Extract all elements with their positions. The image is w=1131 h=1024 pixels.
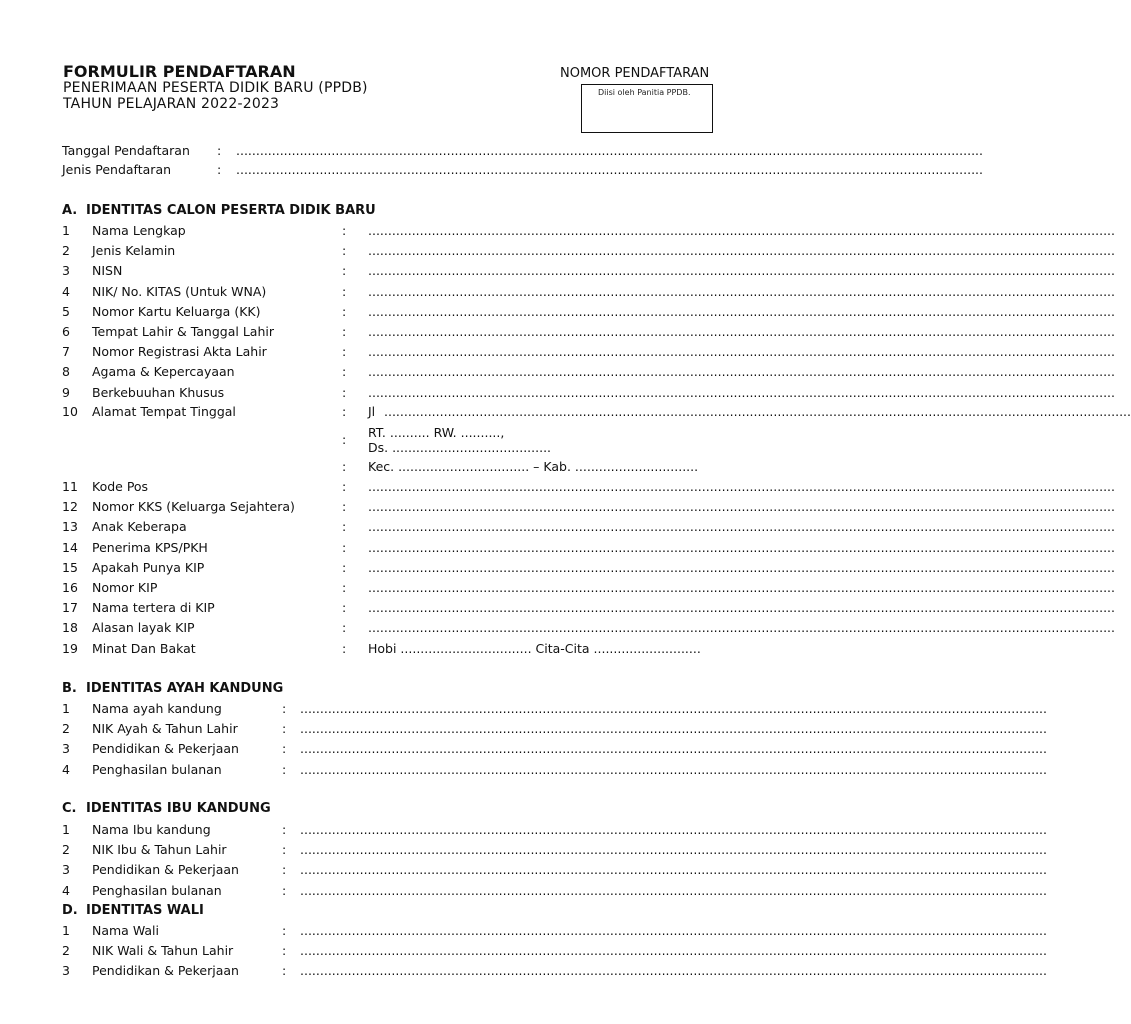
fill-line[interactable]: ............................................................................................................................................................................................	[368, 344, 1115, 360]
minat-bakat-fill[interactable]: Hobi ................................. Cita-Cita ...........................	[368, 640, 701, 656]
fill-line[interactable]: ............................................................................................................................................................................................	[368, 620, 1115, 636]
form-item-row	[0, 497, 1115, 517]
item-label: Apakah Punya KIP	[92, 559, 205, 575]
colon: :	[342, 283, 347, 299]
form-item-row	[0, 517, 1115, 537]
item-label: Alamat Tempat Tinggal	[92, 404, 236, 419]
form-item-row	[0, 477, 1115, 497]
form-item-row	[0, 538, 1115, 558]
address-jl-fill[interactable]: ............................................................................................................................................................................................	[384, 404, 1131, 419]
colon: :	[342, 539, 347, 555]
fill-line[interactable]: ............................................................................................................................................................................................	[368, 479, 1115, 494]
fill-line[interactable]: ............................................................................................................................................................................................	[368, 539, 1115, 555]
fill-line[interactable]: ............................................................................................................................................................................................	[368, 559, 1115, 575]
field-jenis-pendaftaran	[0, 160, 983, 180]
item-label: Jenis Kelamin	[92, 243, 176, 259]
item-number: 13	[62, 519, 78, 535]
item-number: 1	[62, 822, 70, 837]
fill-line[interactable]: ............................................................................................................................................................................................	[368, 324, 1115, 339]
colon: :	[342, 459, 347, 474]
colon: :	[342, 479, 347, 494]
colon: :	[342, 559, 347, 575]
form-item-row	[0, 760, 1047, 780]
form-item-row	[0, 639, 768, 659]
item-label: NIK Wali & Tahun Lahir	[92, 943, 234, 959]
item-number: 7	[62, 344, 70, 360]
colon: :	[282, 701, 287, 716]
colon: :	[342, 404, 347, 419]
form-subtitle-ppdb: PENERIMAAN PESERTA DIDIK BARU (PPDB)	[63, 80, 368, 96]
colon: :	[342, 384, 347, 400]
section-title: IDENTITAS AYAH KANDUNG	[86, 681, 284, 696]
colon: :	[282, 822, 287, 837]
fill-line[interactable]: ............................................................................................................................................................................................	[300, 963, 1047, 979]
item-label: Nomor Registrasi Akta Lahir	[92, 344, 267, 360]
colon: :	[282, 842, 287, 858]
item-number: 6	[62, 324, 70, 339]
colon: :	[282, 721, 287, 737]
item-label: Minat Dan Bakat	[92, 640, 196, 656]
colon: :	[217, 143, 222, 158]
colon: :	[342, 223, 347, 238]
colon: :	[342, 600, 347, 616]
colon: :	[282, 741, 287, 757]
colon: :	[342, 499, 347, 515]
address-kec-row	[0, 457, 768, 477]
item-label: Nama Wali	[92, 923, 159, 938]
item-label: NIK Ayah & Tahun Lahir	[92, 721, 238, 737]
form-item-row	[0, 941, 1047, 961]
item-label: Agama & Kepercayaan	[92, 364, 235, 380]
form-item-row	[0, 881, 1047, 901]
item-number: 8	[62, 364, 70, 380]
form-item-row	[0, 598, 1115, 618]
item-label: Kode Pos	[92, 479, 149, 494]
section-c-heading	[62, 801, 271, 816]
colon: :	[282, 943, 287, 959]
form-item-row	[0, 342, 1115, 362]
field-tanggal-pendaftaran	[0, 141, 983, 161]
form-item-row	[0, 362, 1115, 382]
item-label: Nomor Kartu Keluarga (KK)	[92, 303, 261, 319]
item-number: 1	[62, 223, 70, 238]
field-label: Tanggal Pendaftaran	[62, 143, 190, 158]
item-number: 3	[62, 741, 70, 757]
fill-line[interactable]: ............................................................................................................................................................................................	[368, 263, 1115, 279]
form-item-row	[0, 860, 1047, 880]
section-title: IDENTITAS CALON PESERTA DIDIK BARU	[86, 203, 376, 218]
item-number: 3	[62, 963, 70, 979]
colon: :	[342, 243, 347, 259]
item-label: Alasan layak KIP	[92, 620, 195, 636]
item-number: 3	[62, 862, 70, 878]
fill-line[interactable]: ............................................................................................................................................................................................	[368, 364, 1115, 380]
form-item-row	[0, 840, 1047, 860]
address-desa[interactable]: Ds. ........................................	[368, 440, 552, 455]
item-label: Nama tertera di KIP	[92, 600, 215, 616]
nomor-pendaftaran-label: NOMOR PENDAFTARAN	[560, 66, 710, 81]
item-label: Pendidikan & Pekerjaan	[92, 862, 239, 878]
form-item-row	[0, 820, 1047, 840]
address-jl-label: Jl	[368, 404, 376, 419]
section-letter: B.	[62, 681, 77, 696]
form-item-row	[0, 302, 1115, 322]
fill-line[interactable]: ............................................................................................................................................................................................	[300, 721, 1047, 737]
fill-line[interactable]: ............................................................................................................................................................................................	[300, 822, 1047, 837]
fill-line[interactable]: ............................................................................................................................................................................................	[300, 882, 1047, 898]
item-label: Nama ayah kandung	[92, 701, 222, 716]
fill-line[interactable]: ............................................................................................................................................................................................	[300, 943, 1047, 959]
item-number: 10	[62, 404, 78, 419]
form-item-row	[0, 282, 1115, 302]
item-number: 2	[62, 943, 70, 959]
fill-line[interactable]: ............................................................................................................................................................................................	[300, 862, 1047, 878]
item-number: 2	[62, 842, 70, 858]
item-label: Pendidikan & Pekerjaan	[92, 741, 239, 757]
nomor-pendaftaran-note: Diisi oleh Panitia PPDB.	[598, 88, 691, 97]
fill-line[interactable]: ............................................................................................................................................................................................	[300, 923, 1047, 938]
item-number: 1	[62, 923, 70, 938]
item-number: 4	[62, 283, 70, 299]
item-label: Tempat Lahir & Tanggal Lahir	[92, 324, 274, 339]
item-label: Penghasilan bulanan	[92, 882, 222, 898]
item-label: Pendidikan & Pekerjaan	[92, 963, 239, 979]
fill-line[interactable]: ............................................................................................................................................................................................	[300, 842, 1047, 858]
colon: :	[342, 519, 347, 535]
colon: :	[342, 344, 347, 360]
item-number: 5	[62, 303, 70, 319]
colon: :	[342, 580, 347, 595]
address-ds-row	[0, 438, 768, 458]
item-number: 4	[62, 761, 70, 777]
item-label: Nomor KIP	[92, 580, 158, 595]
form-item-row	[0, 719, 1047, 739]
fill-line[interactable]: ............................................................................................................................................................................................	[300, 741, 1047, 757]
form-item-row	[0, 961, 1047, 981]
colon: :	[282, 882, 287, 898]
colon: :	[282, 862, 287, 878]
item-number: 2	[62, 243, 70, 259]
item-number: 18	[62, 620, 78, 636]
item-label: Berkebuuhan Khusus	[92, 384, 225, 400]
item-number: 4	[62, 882, 70, 898]
form-item-row	[0, 921, 1047, 941]
fill-line[interactable]: ............................................................................................................................................................................................	[368, 600, 1115, 616]
item-label: Penghasilan bulanan	[92, 761, 222, 777]
form-item-row	[0, 261, 1115, 281]
item-number: 15	[62, 559, 78, 575]
colon: :	[342, 324, 347, 339]
fill-line[interactable]: ............................................................................................................................................................................................	[368, 519, 1115, 535]
item-label: Nama Ibu kandung	[92, 822, 211, 837]
fill-line[interactable]: ............................................................................................................................................................................................	[368, 223, 1115, 238]
item-number: 16	[62, 580, 78, 595]
address-jl-row	[0, 402, 1131, 422]
item-number: 3	[62, 263, 70, 279]
colon: :	[342, 263, 347, 279]
fill-line[interactable]: ............................................................................................................................................................................................	[368, 384, 1115, 400]
item-number: 14	[62, 539, 78, 555]
item-label: Anak Keberapa	[92, 519, 187, 535]
fill-line[interactable]: ............................................................................................................................................................................................	[368, 283, 1115, 299]
form-item-row	[0, 699, 1047, 719]
item-label: Nomor KKS (Keluarga Sejahtera)	[92, 499, 295, 515]
fill-line[interactable]: ............................................................................................................................................................................................	[300, 701, 1047, 716]
form-item-row	[0, 558, 1115, 578]
fill-line[interactable]: ............................................................................................................................................................................................	[236, 143, 983, 158]
form-item-row	[0, 739, 1047, 759]
section-d-heading	[62, 903, 204, 918]
item-number: 11	[62, 479, 78, 494]
form-subtitle-year: TAHUN PELAJARAN 2022-2023	[63, 96, 280, 112]
colon: :	[342, 364, 347, 380]
item-label: NIK/ No. KITAS (Untuk WNA)	[92, 283, 267, 299]
section-a-heading	[62, 203, 376, 218]
address-rt-rw[interactable]: RT. .......... RW. ..........,	[368, 425, 505, 440]
fill-line[interactable]: ............................................................................................................................................................................................	[368, 303, 1115, 319]
colon: :	[282, 923, 287, 938]
fill-line[interactable]: ............................................................................................................................................................................................	[368, 499, 1115, 515]
colon: :	[342, 620, 347, 636]
fill-line[interactable]: ............................................................................................................................................................................................	[368, 243, 1115, 259]
section-title: IDENTITAS IBU KANDUNG	[86, 801, 271, 816]
field-label: Jenis Pendaftaran	[62, 162, 172, 177]
section-letter: A.	[62, 203, 78, 218]
form-item-row	[0, 221, 1115, 241]
item-number: 12	[62, 499, 78, 515]
form-title: FORMULIR PENDAFTARAN	[63, 62, 296, 81]
colon: :	[217, 162, 222, 177]
item-label: NIK Ibu & Tahun Lahir	[92, 842, 227, 858]
fill-line[interactable]: ............................................................................................................................................................................................	[300, 761, 1047, 777]
section-letter: D.	[62, 903, 78, 918]
item-number: 17	[62, 600, 78, 616]
item-number: 2	[62, 721, 70, 737]
section-b-heading	[62, 681, 283, 696]
colon: :	[282, 963, 287, 979]
item-label: Nama Lengkap	[92, 223, 186, 238]
item-label: NISN	[92, 263, 123, 279]
fill-line[interactable]: ............................................................................................................................................................................................	[236, 162, 983, 177]
item-number: 1	[62, 701, 70, 716]
fill-line[interactable]: ............................................................................................................................................................................................	[368, 580, 1115, 595]
section-title: IDENTITAS WALI	[86, 903, 204, 918]
item-number: 19	[62, 640, 78, 656]
item-number: 9	[62, 384, 70, 400]
colon: :	[342, 640, 347, 656]
form-item-row	[0, 618, 1115, 638]
section-letter: C.	[62, 801, 77, 816]
colon: :	[342, 303, 347, 319]
address-kec-kab[interactable]: Kec. ................................. – Kab. ...............................	[368, 459, 699, 474]
form-item-row	[0, 241, 1115, 261]
item-label: Penerima KPS/PKH	[92, 539, 208, 555]
form-item-row	[0, 322, 1115, 342]
form-item-row	[0, 578, 1115, 598]
form-item-row	[0, 383, 1115, 403]
colon: :	[282, 761, 287, 777]
colon: :	[342, 432, 347, 447]
